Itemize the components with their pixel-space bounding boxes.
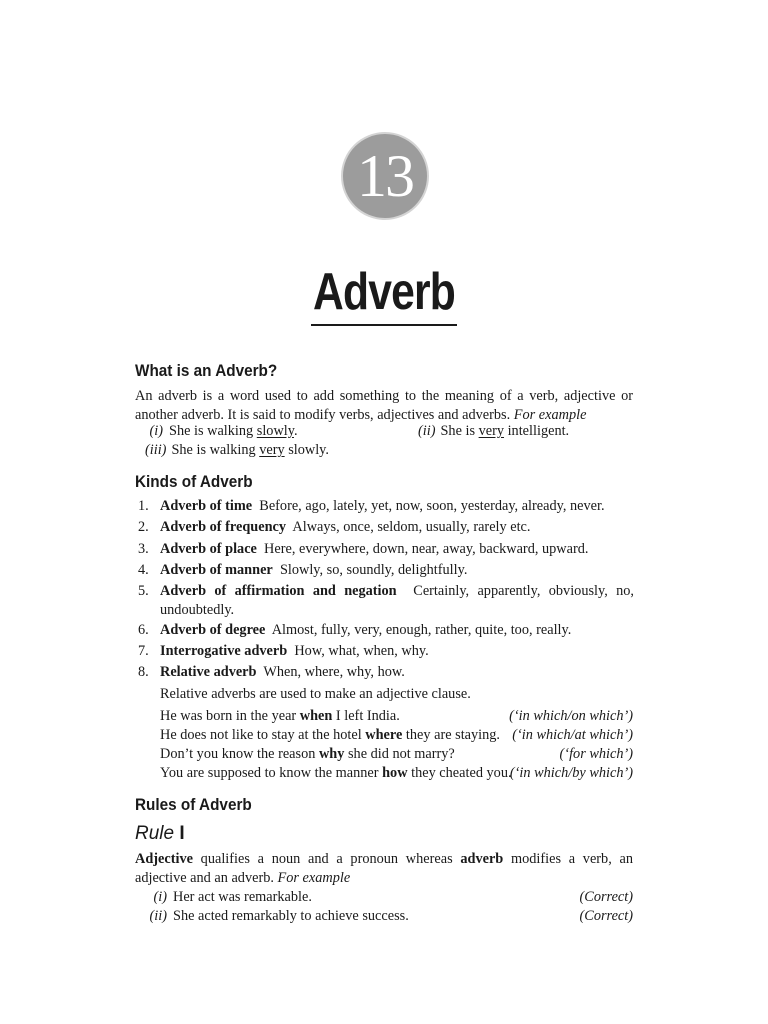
list-item xyxy=(160,582,634,620)
example-post: slowly. xyxy=(284,442,329,458)
list-number: 1. xyxy=(138,498,149,514)
rule-example xyxy=(135,907,409,926)
relative-example-keyword: how xyxy=(382,765,408,781)
rule-text xyxy=(135,850,633,888)
list-item xyxy=(160,540,634,559)
relative-example-pre: He does not like to stay at the hotel xyxy=(160,727,366,743)
definition-text: An adverb is a word used to add something to the meaning of a verb, adjective or another adverb. It is said to modify verbs, adjectives and adverbs. xyxy=(135,388,633,423)
relative-example-keyword: where xyxy=(365,727,403,743)
definition-paragraph xyxy=(135,387,633,425)
example-keyword: slowly xyxy=(256,423,294,439)
list-item xyxy=(160,663,634,682)
example-number: (ii) xyxy=(418,423,436,439)
example-item xyxy=(135,422,298,441)
kind-examples: Certainly, apparently, obviously, no, undoubtedly. xyxy=(160,583,634,618)
relative-example-gloss: (‘in which/at which’) xyxy=(512,727,633,743)
kind-examples: Always, once, seldom, usually, rarely etc. xyxy=(292,519,531,535)
list-item xyxy=(160,621,634,640)
relative-example-keyword: why xyxy=(318,746,345,762)
for-example-label: For example xyxy=(513,407,587,423)
rule-keyword-adverb: adverb xyxy=(460,851,504,867)
kind-name: Adverb of manner xyxy=(160,562,273,578)
title-underline xyxy=(311,324,457,326)
kind-examples: When, where, why, how. xyxy=(263,664,405,680)
relative-example-pre: Don’t you know the reason xyxy=(160,746,319,762)
rule-text-mid: qualifies a noun and a pronoun whereas xyxy=(192,851,461,867)
kind-name: Adverb of place xyxy=(160,541,257,557)
kind-name: Adverb of degree xyxy=(160,622,266,638)
relative-example-post: I left India. xyxy=(332,708,400,724)
chapter-number-badge xyxy=(343,134,427,218)
rule-example-verdict: (Correct) xyxy=(579,908,633,924)
example-item xyxy=(418,422,569,441)
rule-number: I xyxy=(179,823,185,844)
example-keyword: very xyxy=(478,423,505,439)
example-pre: She is walking xyxy=(169,423,257,439)
heading-rules-of-adverb: Rules of Adverb xyxy=(135,795,252,814)
rule-label: Rule xyxy=(135,823,175,844)
heading-what-is-adverb: What is an Adverb? xyxy=(135,361,278,380)
list-item xyxy=(160,642,634,661)
example-post: intelligent. xyxy=(504,423,570,439)
list-number: 5. xyxy=(138,583,149,599)
kind-name: Interrogative adverb xyxy=(160,643,288,659)
relative-example-pre: You are supposed to know the manner xyxy=(160,765,383,781)
rule-example-number: (ii) xyxy=(149,908,167,924)
chapter-title: Adverb xyxy=(313,263,455,321)
list-item xyxy=(160,561,634,580)
kind-examples: How, what, when, why. xyxy=(294,643,429,659)
example-pre: She is walking xyxy=(171,442,260,458)
example-pre: She is xyxy=(440,423,479,439)
relative-example-post: they cheated you. xyxy=(407,765,512,781)
kind-examples: Here, everywhere, down, near, away, backward, upward. xyxy=(264,541,589,557)
chapter-number: 13 xyxy=(357,143,413,209)
list-number: 7. xyxy=(138,643,149,659)
list-item xyxy=(160,497,634,516)
relative-adverb-note: Relative adverbs are used to make an adjective clause. xyxy=(160,686,471,702)
rule-example-verdict: (Correct) xyxy=(579,889,633,905)
kind-name: Relative adverb xyxy=(160,664,257,680)
relative-example-post: she did not marry? xyxy=(344,746,455,762)
kind-examples: Before, ago, lately, yet, now, soon, yesterday, already, never. xyxy=(259,498,605,514)
example-number: (i) xyxy=(149,423,163,439)
list-number: 8. xyxy=(138,664,149,680)
rule-example-number: (i) xyxy=(153,889,167,905)
example-post: . xyxy=(293,423,298,439)
kind-name: Adverb of frequency xyxy=(160,519,287,535)
relative-example-gloss: (‘in which/on which’) xyxy=(509,708,633,724)
relative-example-keyword: when xyxy=(299,708,333,724)
list-number: 2. xyxy=(138,519,149,535)
example-keyword: very xyxy=(259,442,285,458)
for-example-label: For example xyxy=(277,870,351,886)
heading-kinds-of-adverb: Kinds of Adverb xyxy=(135,472,253,491)
rule-example-text: Her act was remarkable. xyxy=(173,889,312,905)
kind-name: Adverb of time xyxy=(160,498,253,514)
rule-text-end: modifies a verb, an adjective and an adverb. xyxy=(135,851,633,886)
list-item xyxy=(160,518,634,537)
kind-examples: Almost, fully, very, enough, rather, quite, too, really. xyxy=(271,622,572,638)
relative-example-gloss: (‘in which/by which’) xyxy=(509,765,633,781)
rule-example xyxy=(135,888,312,907)
rule-heading xyxy=(135,823,185,845)
rule-example-text: She acted remarkably to achieve success. xyxy=(173,908,409,924)
example-item xyxy=(145,441,329,460)
list-number: 6. xyxy=(138,622,149,638)
kind-examples: Slowly, so, soundly, delightfully. xyxy=(279,562,468,578)
relative-example-gloss: (‘for which’) xyxy=(559,746,633,762)
kind-name: Adverb of affirmation and negation xyxy=(160,583,397,599)
list-number: 4. xyxy=(138,562,149,578)
relative-example-pre: He was born in the year xyxy=(160,708,300,724)
list-number: 3. xyxy=(138,541,149,557)
example-number: (iii) xyxy=(145,442,167,458)
rule-keyword-adjective: Adjective xyxy=(135,851,193,867)
relative-example-post: they are staying. xyxy=(402,727,501,743)
